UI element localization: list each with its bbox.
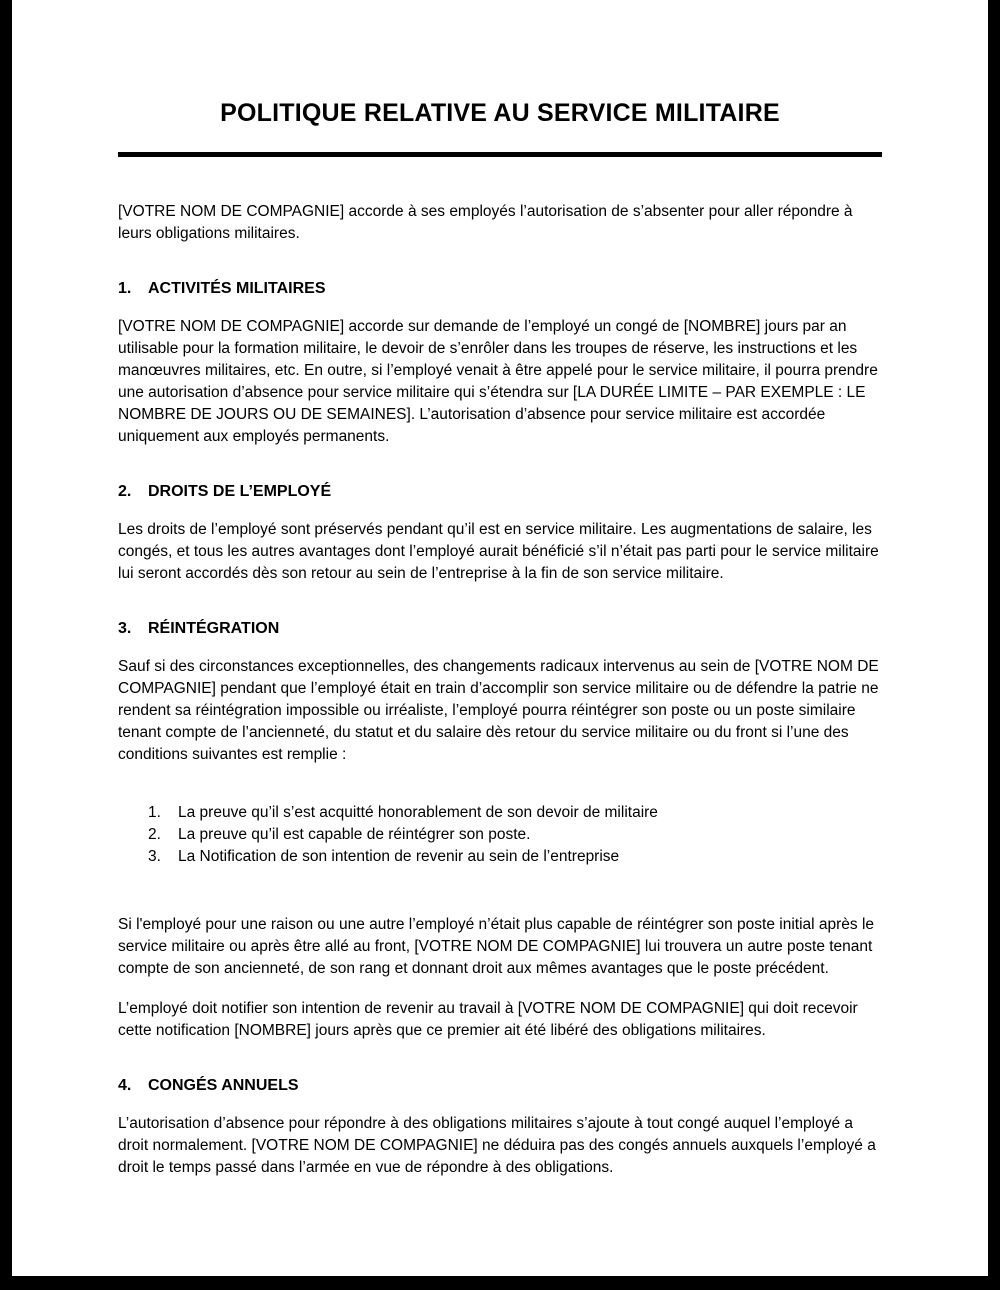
section-title: DROITS DE L’EMPLOYÉ [148, 483, 332, 500]
title-rule [118, 152, 882, 157]
document-page [12, 0, 988, 1276]
section-heading [118, 619, 882, 639]
list-item-number: 3. [148, 848, 161, 865]
section-paragraph: Si l'employé pour une raison ou une autre l’employé n’était plus capable de réintégrer son poste initial après le service militaire ou après être allé au front, [VOTRE NOM DE COMPAGNIE] lui trouvera un autre poste tenant compte de son ancienneté, de son rang et donnant droit aux mêmes avantages que le poste précédent. [118, 916, 875, 977]
list-item-text: La Notification de son intention de revenir au sein de l’entreprise [178, 848, 620, 865]
list-item-text: La preuve qu’il est capable de réintégrer son poste. [178, 826, 531, 843]
conditions-list [118, 802, 882, 868]
section-title: RÉINTÉGRATION [148, 620, 280, 637]
section-heading [118, 482, 882, 502]
intro-paragraph: [VOTRE NOM DE COMPAGNIE] accorde à ses employés l’autorisation de s’absenter pour aller répondre à leurs obligations militaires. [118, 203, 853, 242]
document-content [12, 98, 988, 1179]
section-number: 4. [118, 1077, 132, 1094]
list-item [118, 846, 882, 868]
section-number: 3. [118, 620, 132, 637]
document-title: POLITIQUE RELATIVE AU SERVICE MILITAIRE [220, 99, 780, 127]
section-paragraph: L’autorisation d’absence pour répondre à des obligations militaires s’ajoute à tout congé auquel l’employé a droit normalement. [VOTRE NOM DE COMPAGNIE] ne déduira pas des congés annuels auxquels l’employé a droit le temps passé dans l’armée en vue de répondre à des obligations. [118, 1115, 876, 1176]
section-heading [118, 279, 882, 299]
section-number: 2. [118, 483, 132, 500]
list-item [118, 802, 882, 824]
list-item [118, 824, 882, 846]
section-paragraph: [VOTRE NOM DE COMPAGNIE] accorde sur demande de l’employé un congé de [NOMBRE] jours par an utilisable pour la formation militaire, le devoir de s’enrôler dans les troupes de réserve, les instructions et les manœuvres militaires, etc. En outre, si l’employé venait à être appelé pour le service militaire, il pourra prendre une autorisation d’absence pour service militaire qui s’étendra sur [LA DURÉE LIMITE – PAR EXEMPLE : LE NOMBRE DE JOURS OU DE SEMAINES]. L’autorisation d’absence pour service militaire est accordée uniquement aux employés permanents. [118, 318, 878, 445]
section-paragraph: Sauf si des circonstances exceptionnelles, des changements radicaux intervenus au sein de [VOTRE NOM DE COMPAGNIE] pendant que l’employé était en train d’accomplir son service militaire ou de défendre la patrie ne rendent sa réintégration impossible ou irréaliste, l’employé pourra réintégrer son poste ou un poste similaire tenant compte de l’ancienneté, du statut et du salaire dès retour du service militaire ou du front si l’une des conditions suivantes est remplie : [118, 658, 879, 763]
list-item-number: 2. [148, 826, 161, 843]
section-title: ACTIVITÉS MILITAIRES [148, 280, 326, 297]
section-paragraph: L’employé doit notifier son intention de revenir au travail à [VOTRE NOM DE COMPAGNIE] qui doit recevoir cette notification [NOMBRE] jours après que ce premier ait été libéré des obligations militaires. [118, 1000, 858, 1039]
list-item-number: 1. [148, 804, 161, 821]
section-annual-leave [118, 1076, 882, 1179]
section-heading [118, 1076, 882, 1096]
section-employee-rights [118, 482, 882, 585]
section-paragraph: Les droits de l’employé sont préservés pendant qu’il est en service militaire. Les augmentations de salaire, les congés, et tous les autres avantages dont l’employé aurait bénéficié s’il n’était pas parti pour le service militaire lui seront accordés dès son retour au sein de l’entreprise à la fin de son service militaire. [118, 521, 879, 582]
section-military-activities [118, 279, 882, 448]
section-title: CONGÉS ANNUELS [148, 1077, 299, 1094]
list-item-text: La preuve qu’il s’est acquitté honorablement de son devoir de militaire [178, 804, 658, 821]
section-reintegration [118, 619, 882, 1042]
section-number: 1. [118, 280, 132, 297]
